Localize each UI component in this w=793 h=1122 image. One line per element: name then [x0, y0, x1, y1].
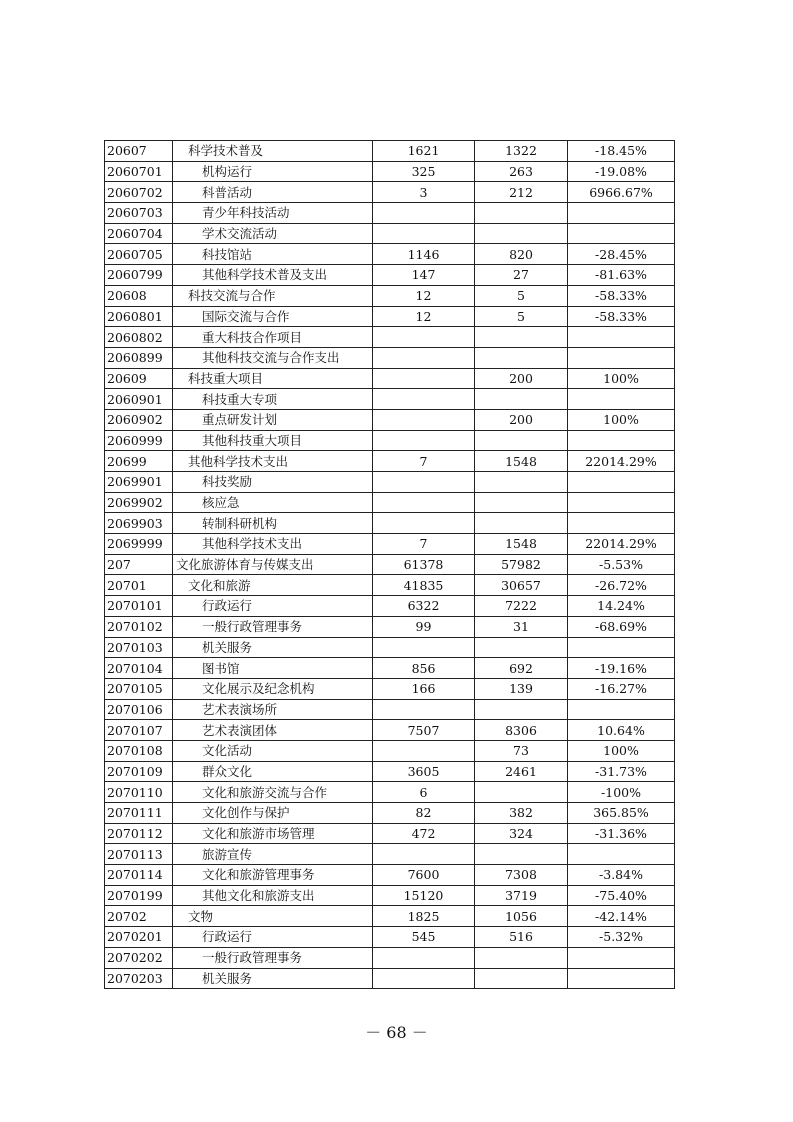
subject-code-cell: 2069903: [105, 513, 173, 534]
change-rate-cell: [568, 844, 675, 865]
subject-code-cell: 2060701: [105, 161, 173, 182]
subject-name-text: 旅游宣传: [202, 846, 253, 862]
table-row: [105, 513, 675, 534]
change-rate-cell: [568, 223, 675, 244]
value-b-cell: 200: [475, 368, 568, 389]
table-row: [105, 492, 675, 513]
value-b-cell: [475, 492, 568, 513]
value-b-cell: 5: [475, 306, 568, 327]
subject-name-cell: [173, 906, 373, 927]
value-b-cell: [475, 782, 568, 803]
value-a-cell: 545: [373, 927, 475, 948]
value-b-cell: 263: [475, 161, 568, 182]
value-b-cell: [475, 430, 568, 451]
subject-name-text: 国际交流与合作: [202, 308, 290, 324]
value-a-cell: [373, 368, 475, 389]
subject-name-cell: [173, 782, 373, 803]
subject-name-text: 科技重大专项: [202, 391, 278, 407]
value-a-cell: [373, 513, 475, 534]
change-rate-cell: -18.45%: [568, 141, 675, 162]
value-a-cell: 3605: [373, 761, 475, 782]
value-b-cell: 1548: [475, 451, 568, 472]
subject-name-cell: [173, 554, 373, 575]
subject-name-cell: [173, 699, 373, 720]
value-a-cell: [373, 327, 475, 348]
subject-code-cell: 2070102: [105, 616, 173, 637]
table-row: [105, 327, 675, 348]
subject-name-text: 文化和旅游管理事务: [202, 867, 315, 883]
value-b-cell: [475, 513, 568, 534]
table-row: [105, 430, 675, 451]
value-a-cell: [373, 968, 475, 989]
table-row: [105, 720, 675, 741]
subject-name-cell: [173, 306, 373, 327]
change-rate-cell: 6966.67%: [568, 182, 675, 203]
change-rate-cell: -31.36%: [568, 823, 675, 844]
subject-name-cell: [173, 265, 373, 286]
subject-code-cell: 20702: [105, 906, 173, 927]
value-a-cell: [373, 203, 475, 224]
budget-table: [104, 140, 675, 989]
table-row: [105, 451, 675, 472]
change-rate-cell: [568, 968, 675, 989]
subject-code-cell: 2070107: [105, 720, 173, 741]
table-row: [105, 534, 675, 555]
value-a-cell: [373, 430, 475, 451]
table-row: [105, 389, 675, 410]
subject-code-cell: 2060703: [105, 203, 173, 224]
value-a-cell: 99: [373, 616, 475, 637]
subject-name-cell: [173, 616, 373, 637]
value-b-cell: 820: [475, 244, 568, 265]
subject-name-cell: [173, 492, 373, 513]
value-a-cell: 41835: [373, 575, 475, 596]
change-rate-cell: -58.33%: [568, 306, 675, 327]
value-b-cell: 1548: [475, 534, 568, 555]
value-b-cell: 30657: [475, 575, 568, 596]
change-rate-cell: 22014.29%: [568, 451, 675, 472]
change-rate-cell: [568, 347, 675, 368]
value-b-cell: [475, 223, 568, 244]
subject-code-cell: 2060702: [105, 182, 173, 203]
value-a-cell: [373, 637, 475, 658]
value-a-cell: 147: [373, 265, 475, 286]
subject-name-text: 机关服务: [202, 970, 253, 986]
subject-code-cell: 20699: [105, 451, 173, 472]
value-b-cell: [475, 347, 568, 368]
value-b-cell: 7222: [475, 596, 568, 617]
subject-name-text: 科技交流与合作: [188, 288, 276, 304]
subject-name-text: 文化和旅游交流与合作: [202, 784, 328, 800]
subject-name-cell: [173, 720, 373, 741]
subject-name-text: 转制科研机构: [202, 515, 278, 531]
subject-name-cell: [173, 885, 373, 906]
change-rate-cell: 365.85%: [568, 803, 675, 824]
subject-name-cell: [173, 368, 373, 389]
table-row: [105, 699, 675, 720]
change-rate-cell: [568, 513, 675, 534]
value-a-cell: 1825: [373, 906, 475, 927]
subject-name-cell: [173, 947, 373, 968]
subject-name-text: 科技馆站: [202, 246, 253, 262]
change-rate-cell: [568, 637, 675, 658]
change-rate-cell: [568, 327, 675, 348]
subject-name-cell: [173, 244, 373, 265]
value-a-cell: 1621: [373, 141, 475, 162]
subject-name-text: 文化展示及纪念机构: [202, 681, 315, 697]
subject-code-cell: 2060801: [105, 306, 173, 327]
subject-code-cell: 2069902: [105, 492, 173, 513]
subject-code-cell: 2060704: [105, 223, 173, 244]
subject-name-cell: [173, 513, 373, 534]
budget-table-body: [105, 141, 675, 989]
table-row: [105, 947, 675, 968]
value-a-cell: [373, 472, 475, 493]
change-rate-cell: [568, 699, 675, 720]
table-row: [105, 575, 675, 596]
subject-code-cell: 2070108: [105, 740, 173, 761]
table-row: [105, 678, 675, 699]
table-row: [105, 596, 675, 617]
subject-name-text: 其他科学技术支出: [202, 536, 303, 552]
subject-name-text: 文化和旅游市场管理: [202, 826, 315, 842]
table-row: [105, 141, 675, 162]
subject-code-cell: 207: [105, 554, 173, 575]
change-rate-cell: -42.14%: [568, 906, 675, 927]
change-rate-cell: -28.45%: [568, 244, 675, 265]
change-rate-cell: [568, 389, 675, 410]
value-b-cell: [475, 327, 568, 348]
table-row: [105, 761, 675, 782]
subject-name-text: 科学技术普及: [188, 143, 264, 159]
subject-name-text: 文化活动: [202, 743, 253, 759]
value-a-cell: [373, 347, 475, 368]
subject-name-cell: [173, 637, 373, 658]
table-row: [105, 906, 675, 927]
subject-code-cell: 2060899: [105, 347, 173, 368]
subject-code-cell: 2060901: [105, 389, 173, 410]
subject-code-cell: 2060705: [105, 244, 173, 265]
change-rate-cell: -81.63%: [568, 265, 675, 286]
change-rate-cell: 22014.29%: [568, 534, 675, 555]
value-a-cell: [373, 492, 475, 513]
value-a-cell: 325: [373, 161, 475, 182]
subject-name-text: 其他文化和旅游支出: [202, 888, 315, 904]
value-a-cell: [373, 844, 475, 865]
subject-code-cell: 2070111: [105, 803, 173, 824]
subject-name-text: 文化和旅游: [188, 577, 251, 593]
table-row: [105, 740, 675, 761]
change-rate-cell: -16.27%: [568, 678, 675, 699]
page-number: － 68 －: [365, 1023, 428, 1042]
subject-name-text: 其他科学技术支出: [188, 453, 289, 469]
subject-code-cell: 20607: [105, 141, 173, 162]
table-row: [105, 885, 675, 906]
subject-name-text: 行政运行: [202, 929, 253, 945]
value-a-cell: 472: [373, 823, 475, 844]
subject-code-cell: 2070114: [105, 865, 173, 886]
value-b-cell: 27: [475, 265, 568, 286]
change-rate-cell: -58.33%: [568, 285, 675, 306]
subject-name-cell: [173, 534, 373, 555]
subject-name-text: 学术交流活动: [202, 226, 278, 242]
change-rate-cell: [568, 430, 675, 451]
value-a-cell: 7600: [373, 865, 475, 886]
value-b-cell: 139: [475, 678, 568, 699]
subject-code-cell: 2070203: [105, 968, 173, 989]
table-row: [105, 803, 675, 824]
subject-name-cell: [173, 968, 373, 989]
table-row: [105, 161, 675, 182]
change-rate-cell: 10.64%: [568, 720, 675, 741]
value-b-cell: [475, 844, 568, 865]
subject-name-text: 青少年科技活动: [202, 205, 290, 221]
subject-name-cell: [173, 844, 373, 865]
value-b-cell: [475, 637, 568, 658]
table-row: [105, 927, 675, 948]
change-rate-cell: -5.32%: [568, 927, 675, 948]
value-b-cell: 324: [475, 823, 568, 844]
subject-name-text: 群众文化: [202, 763, 253, 779]
subject-code-cell: 2070202: [105, 947, 173, 968]
subject-name-text: 科普活动: [202, 184, 253, 200]
value-b-cell: 3719: [475, 885, 568, 906]
subject-name-text: 科技重大项目: [188, 370, 264, 386]
table-row: [105, 616, 675, 637]
value-b-cell: 692: [475, 658, 568, 679]
subject-code-cell: 2070101: [105, 596, 173, 617]
subject-name-cell: [173, 678, 373, 699]
subject-code-cell: 20608: [105, 285, 173, 306]
value-b-cell: [475, 389, 568, 410]
change-rate-cell: -31.73%: [568, 761, 675, 782]
subject-name-text: 文物: [188, 908, 214, 924]
value-b-cell: 516: [475, 927, 568, 948]
change-rate-cell: 100%: [568, 740, 675, 761]
table-row: [105, 368, 675, 389]
subject-code-cell: 20609: [105, 368, 173, 389]
table-row: [105, 658, 675, 679]
subject-code-cell: 20701: [105, 575, 173, 596]
subject-name-text: 科技奖励: [202, 474, 253, 490]
subject-name-cell: [173, 182, 373, 203]
subject-name-cell: [173, 285, 373, 306]
change-rate-cell: -3.84%: [568, 865, 675, 886]
table-row: [105, 782, 675, 803]
subject-name-cell: [173, 927, 373, 948]
subject-code-cell: 2070199: [105, 885, 173, 906]
value-b-cell: 5: [475, 285, 568, 306]
subject-code-cell: 2060799: [105, 265, 173, 286]
value-a-cell: [373, 740, 475, 761]
table-row: [105, 637, 675, 658]
subject-name-text: 其他科技重大项目: [202, 432, 303, 448]
change-rate-cell: -100%: [568, 782, 675, 803]
value-a-cell: 3: [373, 182, 475, 203]
subject-code-cell: 2070201: [105, 927, 173, 948]
table-row: [105, 306, 675, 327]
change-rate-cell: -26.72%: [568, 575, 675, 596]
table-row: [105, 409, 675, 430]
change-rate-cell: -68.69%: [568, 616, 675, 637]
subject-name-cell: [173, 389, 373, 410]
value-a-cell: 6322: [373, 596, 475, 617]
subject-code-cell: 2070110: [105, 782, 173, 803]
table-row: [105, 285, 675, 306]
value-a-cell: 7507: [373, 720, 475, 741]
subject-code-cell: 2069901: [105, 472, 173, 493]
subject-name-cell: [173, 327, 373, 348]
subject-code-cell: 2070105: [105, 678, 173, 699]
value-a-cell: [373, 699, 475, 720]
value-a-cell: [373, 947, 475, 968]
value-a-cell: [373, 389, 475, 410]
subject-name-cell: [173, 223, 373, 244]
value-a-cell: 15120: [373, 885, 475, 906]
subject-name-cell: [173, 409, 373, 430]
subject-code-cell: 2070106: [105, 699, 173, 720]
value-b-cell: 73: [475, 740, 568, 761]
subject-code-cell: 2070103: [105, 637, 173, 658]
subject-name-text: 重大科技合作项目: [202, 329, 303, 345]
change-rate-cell: -75.40%: [568, 885, 675, 906]
subject-name-cell: [173, 865, 373, 886]
value-b-cell: [475, 472, 568, 493]
subject-name-cell: [173, 451, 373, 472]
change-rate-cell: 100%: [568, 409, 675, 430]
subject-name-cell: [173, 761, 373, 782]
value-b-cell: [475, 699, 568, 720]
subject-name-text: 其他科学技术普及支出: [202, 267, 328, 283]
change-rate-cell: [568, 947, 675, 968]
value-a-cell: 12: [373, 285, 475, 306]
change-rate-cell: [568, 203, 675, 224]
value-b-cell: 57982: [475, 554, 568, 575]
subject-name-text: 其他科技交流与合作支出: [202, 350, 340, 366]
table-row: [105, 347, 675, 368]
subject-code-cell: 2070104: [105, 658, 173, 679]
change-rate-cell: -19.16%: [568, 658, 675, 679]
subject-name-cell: [173, 658, 373, 679]
subject-name-cell: [173, 203, 373, 224]
subject-code-cell: 2060902: [105, 409, 173, 430]
value-a-cell: 61378: [373, 554, 475, 575]
table-row: [105, 244, 675, 265]
subject-name-cell: [173, 740, 373, 761]
subject-name-text: 艺术表演场所: [202, 701, 278, 717]
value-b-cell: 7308: [475, 865, 568, 886]
change-rate-cell: 100%: [568, 368, 675, 389]
subject-code-cell: 2060999: [105, 430, 173, 451]
table-row: [105, 472, 675, 493]
table-row: [105, 968, 675, 989]
subject-code-cell: 2070113: [105, 844, 173, 865]
table-row: [105, 223, 675, 244]
table-row: [105, 182, 675, 203]
value-a-cell: 6: [373, 782, 475, 803]
subject-name-text: 文化旅游体育与传媒支出: [176, 557, 314, 573]
subject-name-text: 艺术表演团体: [202, 722, 278, 738]
subject-name-text: 重点研发计划: [202, 412, 278, 428]
value-b-cell: 382: [475, 803, 568, 824]
change-rate-cell: [568, 492, 675, 513]
subject-name-cell: [173, 575, 373, 596]
table-row: [105, 823, 675, 844]
change-rate-cell: [568, 472, 675, 493]
change-rate-cell: -5.53%: [568, 554, 675, 575]
subject-code-cell: 2060802: [105, 327, 173, 348]
value-a-cell: 166: [373, 678, 475, 699]
value-b-cell: 8306: [475, 720, 568, 741]
subject-code-cell: 2070112: [105, 823, 173, 844]
subject-name-text: 机构运行: [202, 164, 253, 180]
change-rate-cell: -19.08%: [568, 161, 675, 182]
subject-name-cell: [173, 347, 373, 368]
table-row: [105, 554, 675, 575]
subject-name-text: 行政运行: [202, 598, 253, 614]
subject-name-cell: [173, 430, 373, 451]
value-a-cell: [373, 223, 475, 244]
subject-name-text: 一般行政管理事务: [202, 950, 303, 966]
subject-name-cell: [173, 803, 373, 824]
value-a-cell: 1146: [373, 244, 475, 265]
value-b-cell: 200: [475, 409, 568, 430]
value-b-cell: [475, 968, 568, 989]
value-b-cell: 1322: [475, 141, 568, 162]
subject-name-text: 一般行政管理事务: [202, 619, 303, 635]
subject-name-text: 机关服务: [202, 639, 253, 655]
table-row: [105, 265, 675, 286]
subject-code-cell: 2070109: [105, 761, 173, 782]
subject-code-cell: 2069999: [105, 534, 173, 555]
subject-name-text: 图书馆: [202, 660, 240, 676]
value-a-cell: 7: [373, 451, 475, 472]
value-a-cell: 7: [373, 534, 475, 555]
value-b-cell: [475, 947, 568, 968]
subject-name-cell: [173, 596, 373, 617]
table-row: [105, 844, 675, 865]
subject-name-text: 文化创作与保护: [202, 805, 290, 821]
subject-name-cell: [173, 472, 373, 493]
value-a-cell: 12: [373, 306, 475, 327]
table-row: [105, 203, 675, 224]
change-rate-cell: 14.24%: [568, 596, 675, 617]
subject-name-cell: [173, 823, 373, 844]
subject-name-text: 核应急: [202, 495, 240, 511]
value-a-cell: 856: [373, 658, 475, 679]
value-a-cell: [373, 409, 475, 430]
budget-table-container: [104, 140, 674, 989]
value-b-cell: [475, 203, 568, 224]
value-b-cell: 31: [475, 616, 568, 637]
table-row: [105, 865, 675, 886]
value-b-cell: 212: [475, 182, 568, 203]
subject-name-cell: [173, 161, 373, 182]
value-a-cell: 82: [373, 803, 475, 824]
value-b-cell: 2461: [475, 761, 568, 782]
value-b-cell: 1056: [475, 906, 568, 927]
subject-name-cell: [173, 141, 373, 162]
